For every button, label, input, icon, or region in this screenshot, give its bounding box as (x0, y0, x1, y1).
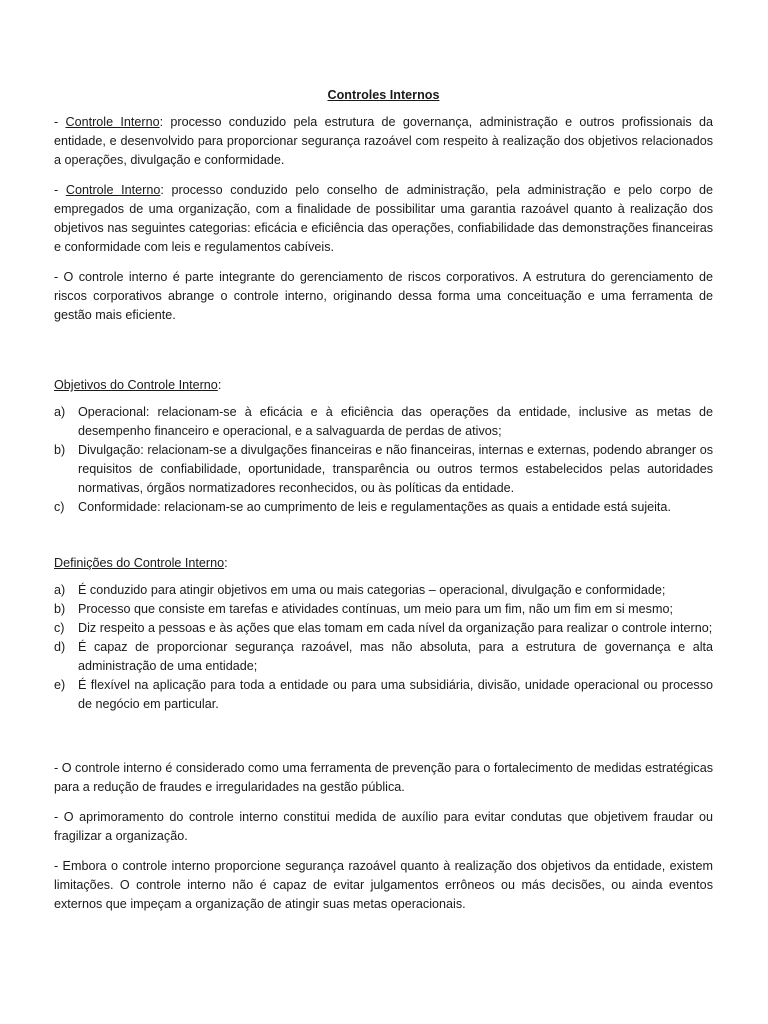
intro-paragraph-3: - O controle interno é parte integrante do gerenciamento de riscos corporativos. A estrutura do gerenciamento de riscos corporativos abrange o controle interno, originando dessa forma uma conceituação e uma ferramenta de gestão mais eficiente. (54, 270, 713, 322)
list-item-text: É conduzido para atingir objetivos em uma ou mais categorias – operacional, divulgação e conformidade; (78, 583, 666, 597)
list-item (54, 403, 713, 441)
list-item-text: Conformidade: relacionam-se ao cumprimento de leis e regulamentações as quais a entidade está sujeita. (78, 500, 671, 514)
list-marker: b) (54, 602, 66, 616)
intro-1-prefix: - (54, 115, 66, 129)
definicoes-heading-text: Definições do Controle Interno (54, 556, 225, 570)
list-marker: d) (54, 640, 66, 654)
document-title: Controles Internos (327, 88, 440, 102)
list-item-text: Operacional: relacionam-se à eficácia e à eficiência das operações da entidade, inclusive as metas de desempenho financeiro e operacional, e a salvaguarda de perdas de ativos; (78, 405, 713, 438)
objetivos-heading-colon: : (217, 378, 222, 392)
list-item-text: Diz respeito a pessoas e às ações que elas tomam em cada nível da organização para realizar o controle interno; (78, 621, 713, 635)
objetivos-list (54, 403, 713, 517)
list-item-text: É capaz de proporcionar segurança razoável, mas não absoluta, para a estrutura de governança e alta administração de uma entidade; (78, 640, 713, 673)
list-marker: a) (54, 405, 66, 419)
closing-paragraph-1: - O controle interno é considerado como uma ferramenta de prevenção para o fortalecimento de medidas estratégicas para a redução de fraudes e irregularidades na gestão pública. (54, 761, 713, 794)
closing-paragraph-2: - O aprimoramento do controle interno constitui medida de auxílio para evitar condutas que objetivem fraudar ou fragilizar a organização. (54, 810, 713, 843)
list-marker: c) (54, 500, 65, 514)
intro-2-text: : processo conduzido pelo conselho de administração, pela administração e pelo corpo de empregados de uma organização, com a finalidade de possibilitar uma garantia razoável quanto à realização dos objetivos nas seguintes categorias: eficácia e eficiência das operações, confiabilidade das demonstrações financeiras e conformidade com leis e regulamentos cabíveis. (54, 183, 713, 254)
list-marker: c) (54, 621, 65, 635)
definicoes-list (54, 581, 713, 714)
intro-1-term: Controle Interno (65, 115, 160, 129)
list-item (54, 676, 713, 714)
definicoes-heading (54, 554, 713, 573)
list-item (54, 498, 713, 517)
intro-paragraph-2 (54, 181, 713, 257)
spacer (54, 336, 713, 376)
intro-2-prefix: - (54, 183, 66, 197)
list-item (54, 619, 713, 638)
objetivos-heading-text: Objetivos do Controle Interno (54, 378, 218, 392)
list-item-text: Processo que consiste em tarefas e atividades contínuas, um meio para um fim, não um fim em si mesmo; (78, 602, 673, 616)
list-marker: a) (54, 583, 66, 597)
definicoes-heading-colon: : (224, 556, 228, 570)
list-item (54, 600, 713, 619)
list-marker: b) (54, 443, 66, 457)
list-item-text: Divulgação: relacionam-se a divulgações financeiras e não financeiras, internas e externas, podendo abranger os requisitos de confiabilidade, oportunidade, transparência ou outros termos estabelecidos pelas autoridades normativas, órgãos normatizadores reconhecidos, ou às políticas da entidade. (78, 443, 713, 495)
list-item (54, 441, 713, 498)
list-item (54, 581, 713, 600)
intro-2-term: Controle Interno (65, 183, 161, 197)
list-marker: e) (54, 678, 66, 692)
intro-1-text: : processo conduzido pela estrutura de governança, administração e outros profissionais da entidade, e desenvolvido para proporcionar segurança razoável com respeito à realização dos objetivos relacionados a operações, divulgação e conformidade. (54, 115, 713, 167)
closing-paragraph-3: - Embora o controle interno proporcione segurança razoável quanto à realização dos objetivos da entidade, existem limitações. O controle interno não é capaz de evitar julgamentos errôneos ou más decisões, ou ainda eventos externos que impeçam a organização de atingir suas metas operacionais. (54, 859, 713, 911)
intro-paragraph-1 (54, 113, 713, 170)
spacer (54, 517, 713, 554)
spacer (54, 714, 713, 759)
list-item (54, 638, 713, 676)
list-item-text: É flexível na aplicação para toda a entidade ou para uma subsidiária, divisão, unidade operacional ou processo de negócio em particular. (78, 678, 713, 711)
objetivos-heading (54, 376, 713, 395)
